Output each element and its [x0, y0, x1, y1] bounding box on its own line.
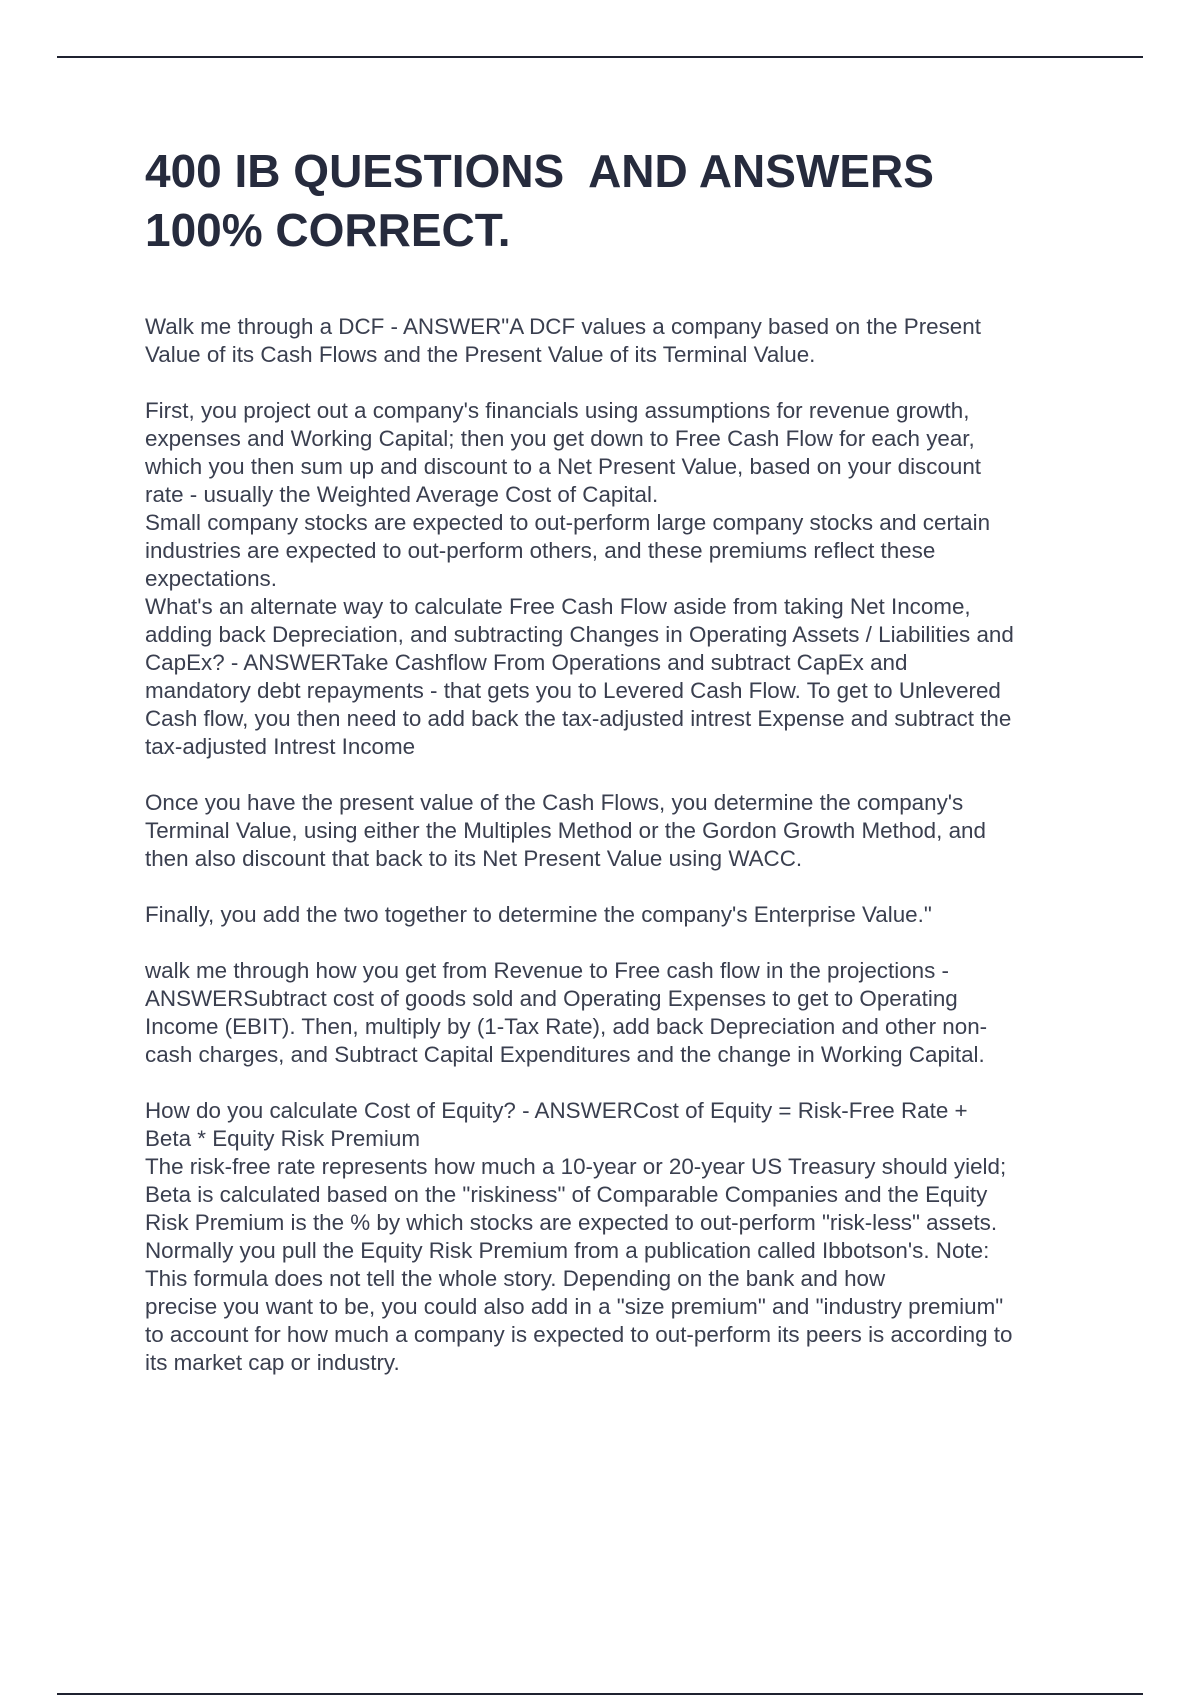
paragraph-cost-of-equity — [145, 1097, 1095, 1153]
text-line: which you then sum up and discount to a Net Present Value, based on your discount — [145, 454, 982, 479]
text-line: Walk me through a DCF - ANSWER"A DCF values a company based on the Present — [145, 314, 981, 339]
text-line: Beta * Equity Risk Premium — [145, 1126, 420, 1151]
title-line: 400 IB QUESTIONS AND ANSWERS — [145, 145, 934, 197]
text-line: What's an alternate way to calculate Free Cash Flow aside from taking Net Income, — [145, 594, 971, 619]
text-line: then also discount that back to its Net Present Value using WACC. — [145, 846, 803, 871]
text-line: Once you have the present value of the Cash Flows, you determine the company's — [145, 790, 964, 815]
text-line: ANSWERSubtract cost of goods sold and Operating Expenses to get to Operating — [145, 986, 958, 1011]
text-line: Value of its Cash Flows and the Present Value of its Terminal Value. — [145, 342, 816, 367]
text-line: First, you project out a company's financials using assumptions for revenue growth, — [145, 398, 970, 423]
text-line: rate - usually the Weighted Average Cost of Capital. — [145, 482, 659, 507]
text-line: expenses and Working Capital; then you get down to Free Cash Flow for each year, — [145, 426, 975, 451]
text-line: Cash flow, you then need to add back the tax-adjusted intrest Expense and subtract the — [145, 706, 1012, 731]
text-line: Terminal Value, using either the Multiples Method or the Gordon Growth Method, and — [145, 818, 986, 843]
text-line: CapEx? - ANSWERTake Cashflow From Operations and subtract CapEx and — [145, 650, 908, 675]
text-line: industries are expected to out-perform others, and these premiums reflect these — [145, 538, 936, 563]
paragraph-enterprise-value — [145, 901, 1095, 929]
text-line: Beta is calculated based on the "riskiness" of Comparable Companies and the Equity — [145, 1182, 988, 1207]
text-line: Risk Premium is the % by which stocks are expected to out-perform "risk-less" assets. — [145, 1210, 998, 1235]
paragraph-free-cash-flow — [145, 593, 1095, 761]
text-line: Income (EBIT). Then, multiply by (1-Tax Rate), add back Depreciation and other non- — [145, 1014, 988, 1039]
paragraph-dcf-question — [145, 313, 1095, 369]
top-rule — [57, 56, 1143, 58]
text-line: mandatory debt repayments - that gets you to Levered Cash Flow. To get to Unlevered — [145, 678, 1001, 703]
text-line: walk me through how you get from Revenue to Free cash flow in the projections - — [145, 958, 949, 983]
text-line: Normally you pull the Equity Risk Premium from a publication called Ibbotson's. Note: — [145, 1238, 990, 1263]
text-line: adding back Depreciation, and subtracting Changes in Operating Assets / Liabilities and — [145, 622, 1014, 647]
paragraph-premiums — [145, 509, 1095, 593]
bottom-rule — [57, 1693, 1143, 1695]
text-line: The risk-free rate represents how much a 10-year or 20-year US Treasury should yield; — [145, 1154, 1007, 1179]
document-title — [145, 142, 1105, 260]
text-line: its market cap or industry. — [145, 1350, 400, 1375]
paragraph-revenue-to-fcf — [145, 957, 1095, 1069]
text-line: expectations. — [145, 566, 277, 591]
paragraph-dcf-projection — [145, 397, 1095, 509]
document-body — [145, 313, 1095, 1377]
text-line: precise you want to be, you could also add in a "size premium" and "industry premium" — [145, 1294, 1004, 1319]
text-line: How do you calculate Cost of Equity? - ANSWERCost of Equity = Risk-Free Rate + — [145, 1098, 968, 1123]
text-line: to account for how much a company is expected to out-perform its peers is according to — [145, 1322, 1013, 1347]
text-line: tax-adjusted Intrest Income — [145, 734, 416, 759]
title-line: 100% CORRECT. — [145, 204, 511, 256]
text-line: Small company stocks are expected to out-perform large company stocks and certain — [145, 510, 991, 535]
paragraph-risk-free-rate — [145, 1153, 1095, 1377]
paragraph-terminal-value — [145, 789, 1095, 873]
text-line: Finally, you add the two together to determine the company's Enterprise Value." — [145, 902, 932, 927]
text-line: cash charges, and Subtract Capital Expenditures and the change in Working Capital. — [145, 1042, 985, 1067]
text-line: This formula does not tell the whole story. Depending on the bank and how — [145, 1266, 886, 1291]
